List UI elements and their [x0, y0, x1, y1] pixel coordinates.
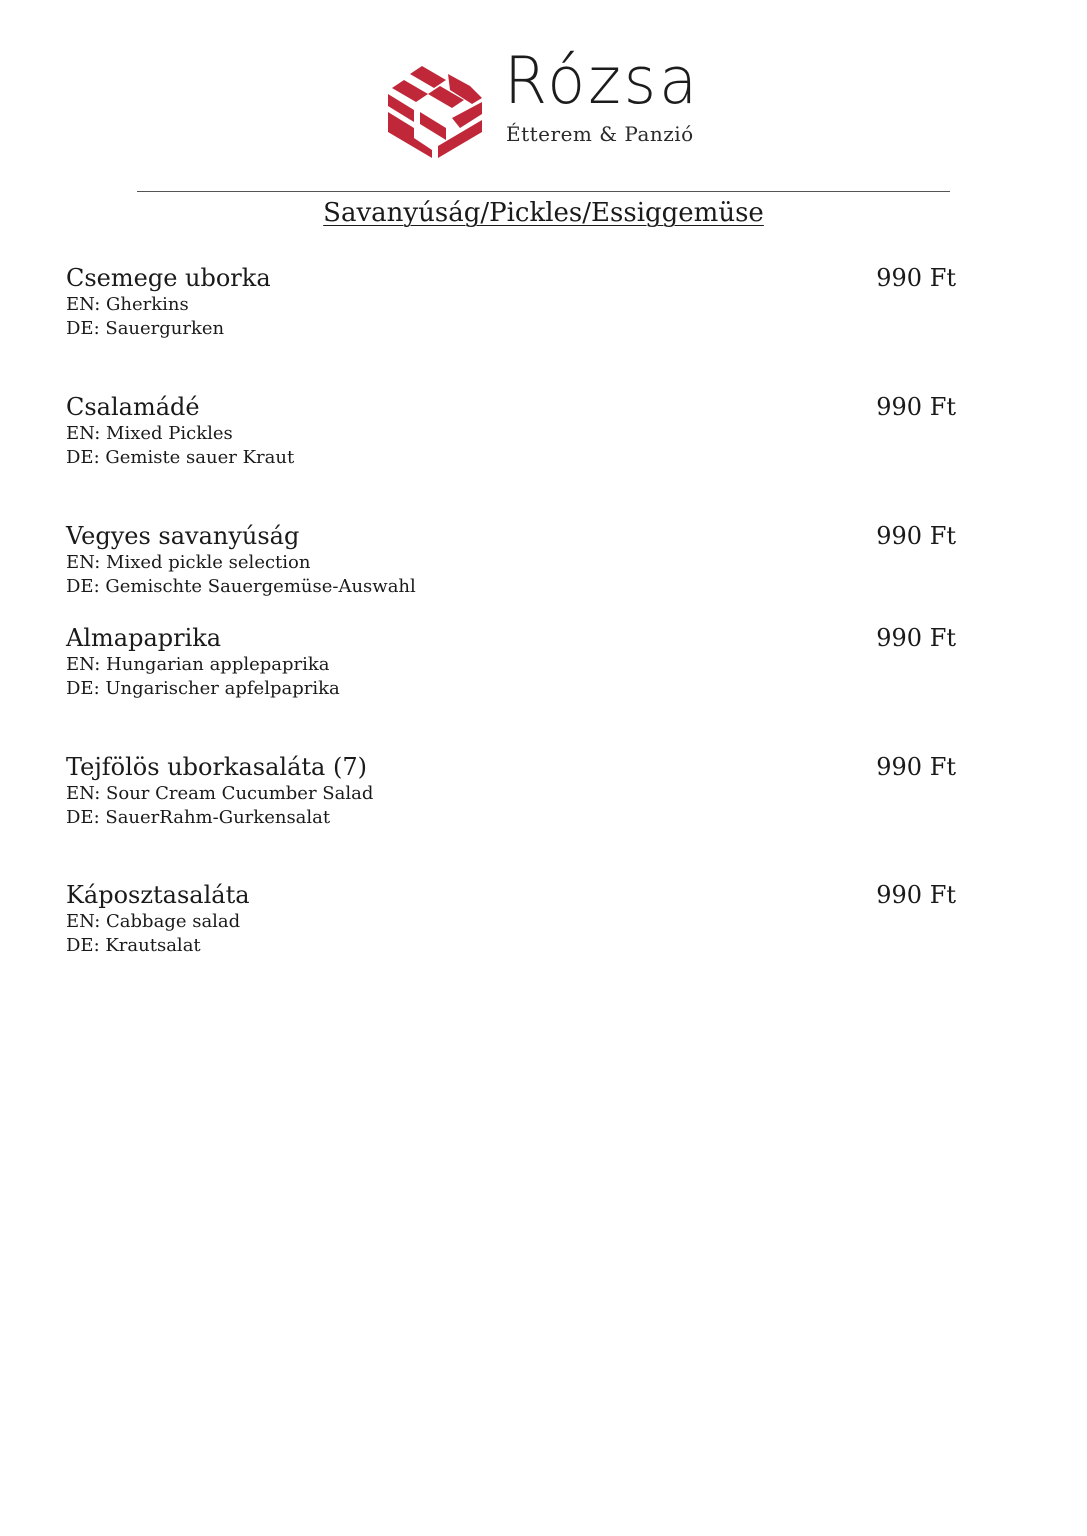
item-name: Csalamádé — [66, 393, 200, 421]
item-price: 990 Ft — [876, 624, 956, 652]
menu-item — [66, 752, 956, 830]
item-english: EN: Gherkins — [66, 294, 189, 315]
section-title — [0, 196, 1087, 230]
item-name: Káposztasaláta — [66, 881, 250, 909]
item-german: DE: Ungarischer apfelpaprika — [66, 678, 340, 699]
item-name: Vegyes savanyúság — [66, 522, 300, 550]
item-name: Csemege uborka — [66, 264, 271, 292]
rose-logo-icon — [384, 60, 486, 160]
item-price: 990 Ft — [876, 393, 956, 421]
menu-item — [66, 623, 956, 701]
item-german: DE: Gemiste sauer Kraut — [66, 447, 295, 468]
item-price: 990 Ft — [876, 753, 956, 781]
item-german: DE: Gemischte Sauergemüse-Auswahl — [66, 576, 416, 597]
menu-item — [66, 263, 956, 341]
menu-item — [66, 521, 956, 599]
brand-subtitle: Étterem & Panzió — [506, 122, 694, 146]
restaurant-logo — [384, 42, 714, 164]
menu-item — [66, 392, 956, 470]
header-divider — [137, 191, 950, 192]
item-german: DE: SauerRahm-Gurkensalat — [66, 807, 331, 828]
item-english: EN: Hungarian applepaprika — [66, 654, 330, 675]
section-title-text: Savanyúság/Pickles/Essiggemüse — [323, 198, 764, 228]
item-english: EN: Mixed Pickles — [66, 423, 233, 444]
item-german: DE: Sauergurken — [66, 318, 225, 339]
item-english: EN: Mixed pickle selection — [66, 552, 311, 573]
item-english: EN: Cabbage salad — [66, 911, 241, 932]
item-name: Tejfölös uborkasaláta (7) — [66, 753, 367, 781]
item-name: Almapaprika — [66, 624, 222, 652]
menu-item — [66, 880, 956, 958]
item-price: 990 Ft — [876, 881, 956, 909]
item-english: EN: Sour Cream Cucumber Salad — [66, 783, 374, 804]
brand-name: Rózsa — [504, 42, 701, 119]
item-german: DE: Krautsalat — [66, 935, 201, 956]
item-price: 990 Ft — [876, 264, 956, 292]
item-price: 990 Ft — [876, 522, 956, 550]
